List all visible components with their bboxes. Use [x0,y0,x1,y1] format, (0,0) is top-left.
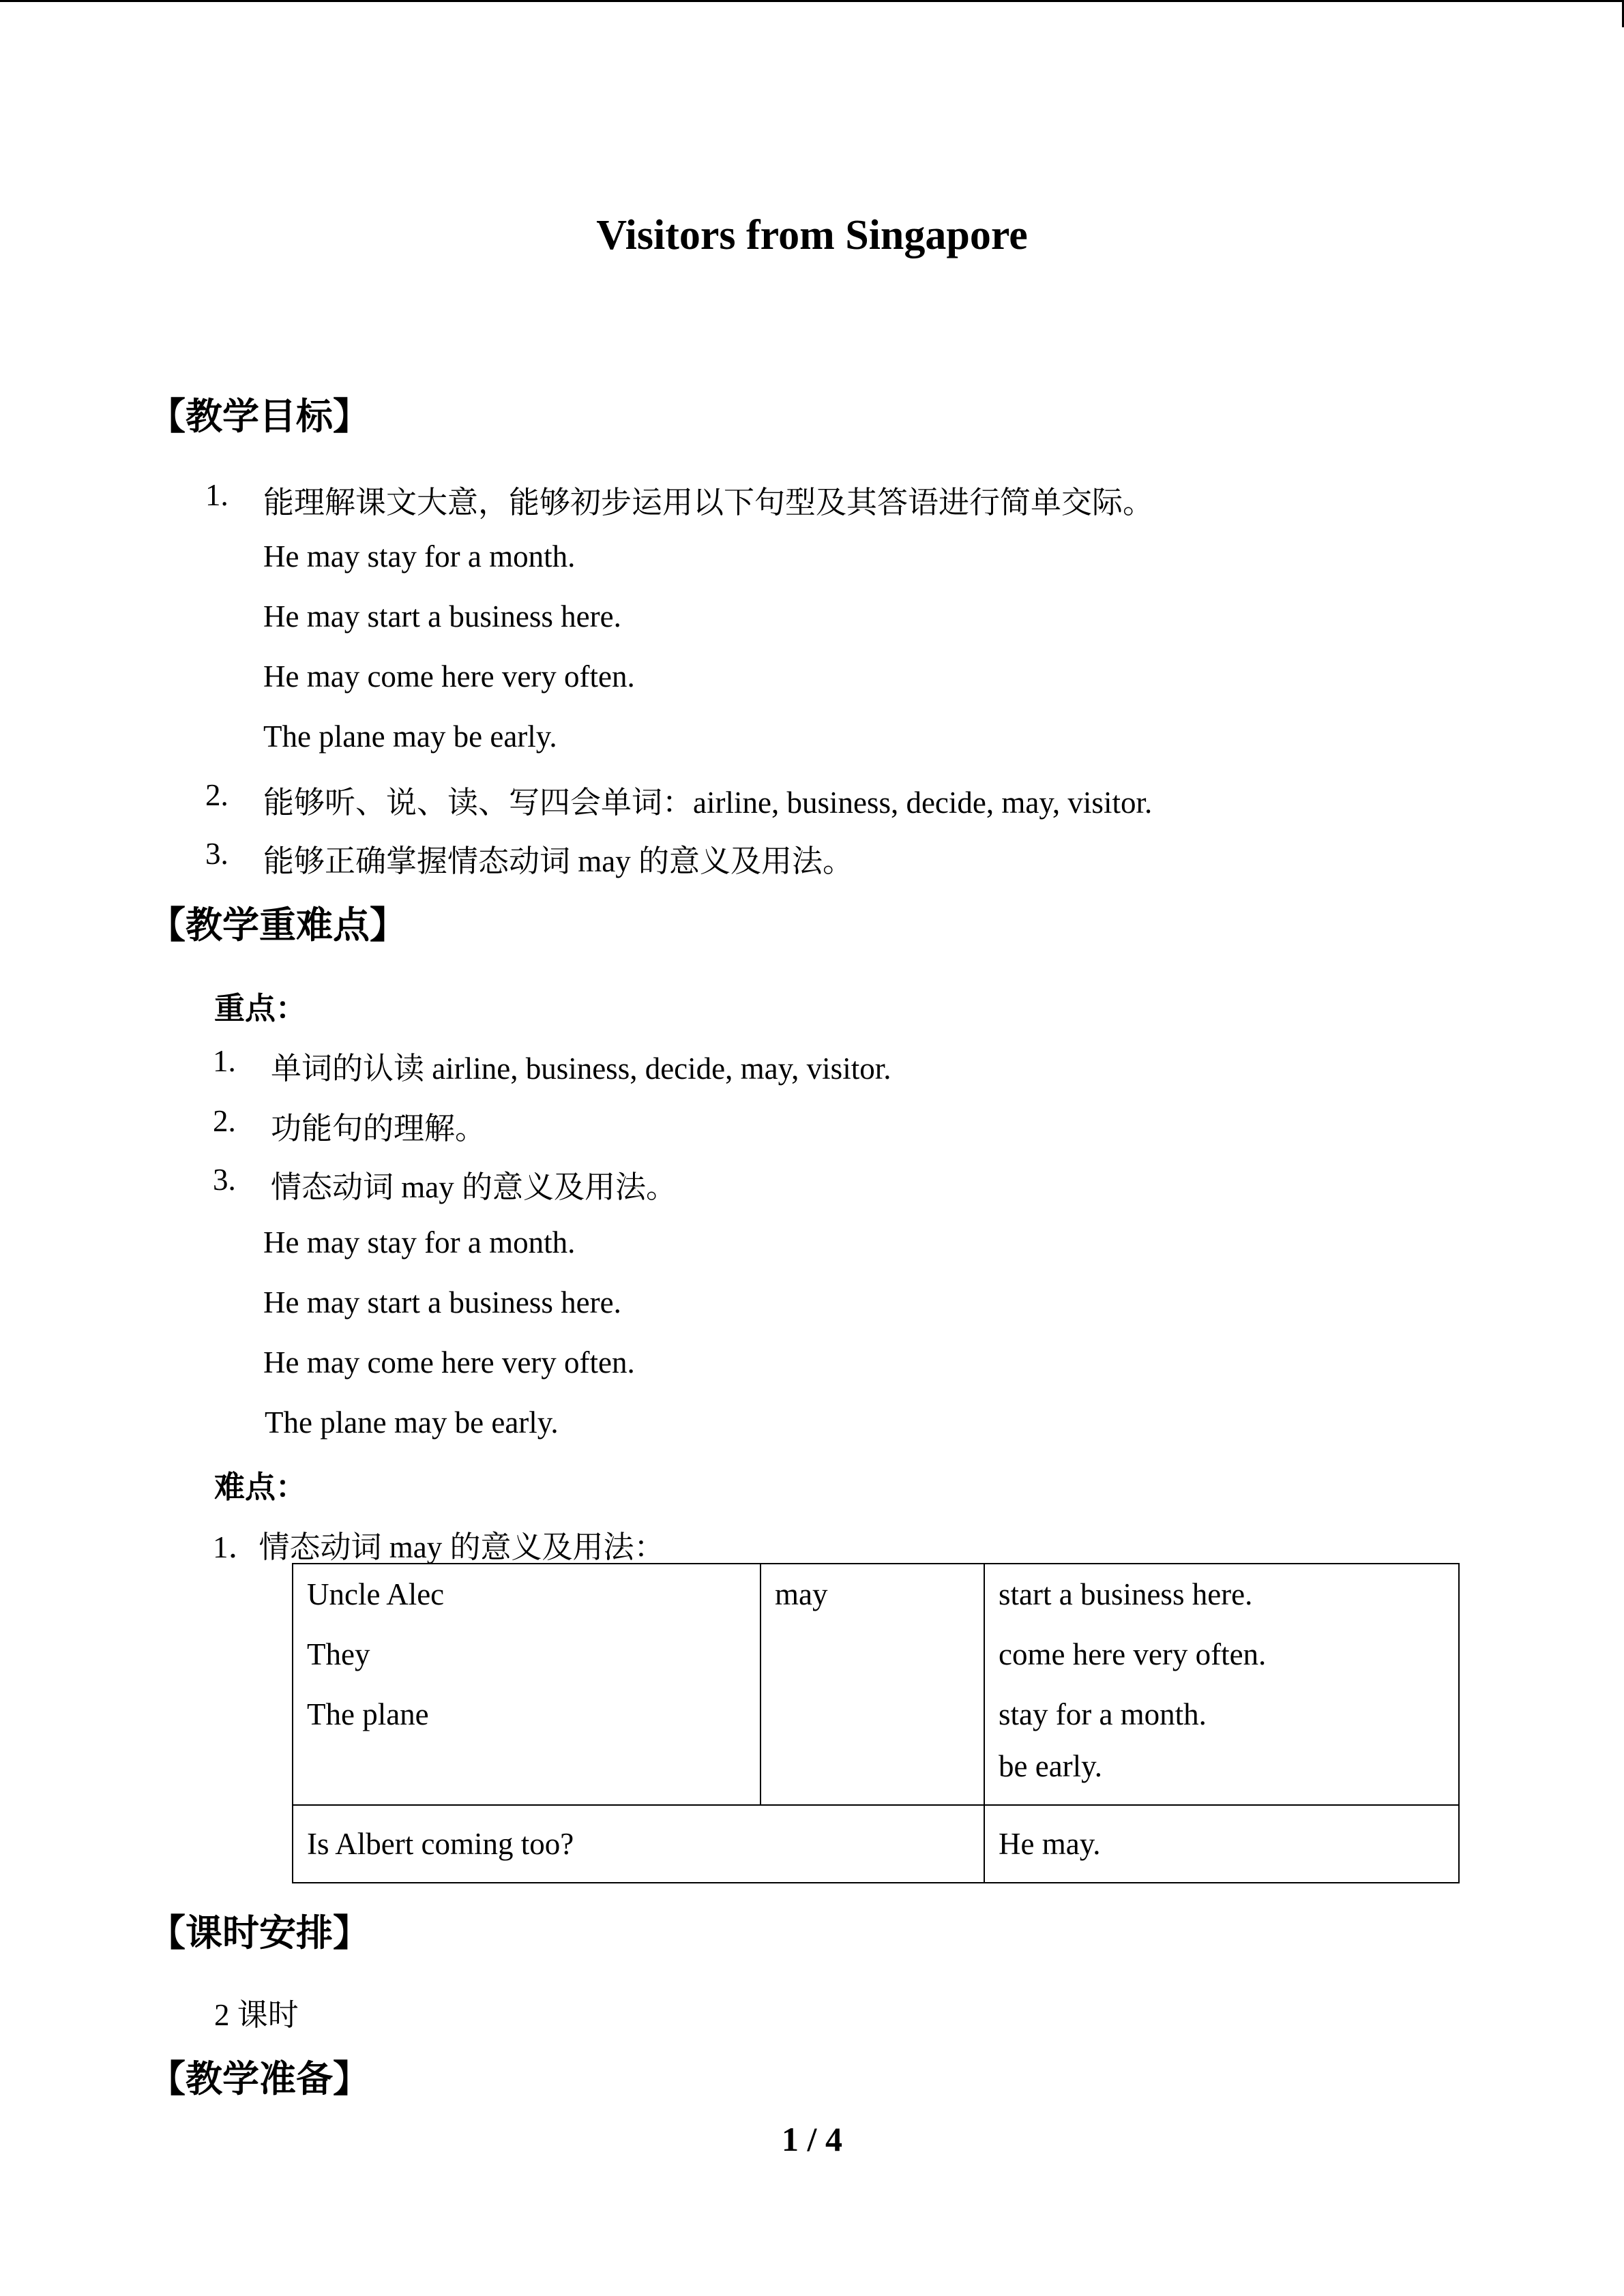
table-row [293,1564,1459,1805]
focus-text-2: 功能句的理解。 [271,1112,486,1146]
document-title: Visitors from Singapore [596,212,1028,258]
predicate-item: be early. [999,1749,1102,1783]
objective-sentence-1: He may stay for a month. [263,539,576,573]
focus-num-2: 2. [213,1104,236,1138]
objective-sentence-3: He may come here very often. [263,659,635,694]
objective-num-1: 1. [205,478,228,512]
objective-sentence-2: He may start a business here. [263,599,621,633]
difficulty-label: 难点： [214,1469,307,1505]
focus-text-3: 情态动词 may 的意义及用法。 [271,1170,677,1204]
focus-label: 重点： [214,990,307,1026]
predicate-item: stay for a month. [999,1697,1207,1731]
question-cell: Is Albert coming too? [293,1805,984,1883]
heading-schedule: 【课时安排】 [149,1911,370,1954]
heading-preparation: 【教学准备】 [149,2057,370,2100]
grammar-table [292,1563,1460,1883]
objective-text-3: 能够正确掌握情态动词 may 的意义及用法。 [263,844,853,878]
heading-objectives: 【教学目标】 [149,395,370,438]
page-number: 1 / 4 [782,2120,842,2158]
difficulty-item: 1．情态动词 may 的意义及用法： [213,1530,665,1564]
heading-key-points: 【教学重难点】 [149,904,407,946]
focus-sentence-2: He may start a business here. [263,1285,621,1320]
predicate-item: come here very often. [999,1637,1267,1671]
focus-sentence-1: He may stay for a month. [263,1225,576,1259]
page-top-border [0,0,1624,2]
subjects-cell [293,1564,761,1805]
answer-cell: He may. [984,1805,1459,1883]
objective-sentence-4: The plane may be early. [263,719,557,754]
predicate-item: start a business here. [999,1577,1253,1611]
modal-verb: may [775,1577,828,1611]
predicates-cell [984,1564,1459,1805]
objective-text-1: 能理解课文大意，能够初步运用以下句型及其答语进行简单交际。 [263,486,1154,520]
focus-text-1: 单词的认读 airline, business, decide, may, visitor. [271,1052,891,1086]
modal-cell [761,1564,984,1805]
focus-num-3: 3. [213,1163,236,1197]
subject-item: Uncle Alec [307,1577,445,1611]
objective-text-2: 能够听、说、读、写四会单词：airline, business, decide, may, visitor. [263,786,1153,820]
subject-item: They [307,1637,370,1671]
subject-item: The plane [307,1697,429,1731]
focus-num-1: 1. [213,1044,236,1078]
focus-sentence-4: The plane may be early. [265,1405,559,1440]
table-row [293,1805,1459,1883]
schedule-text: 2 课时 [214,1998,299,2032]
objective-num-2: 2. [205,778,228,812]
focus-sentence-3: He may come here very often. [263,1345,635,1380]
objective-num-3: 3. [205,837,228,871]
